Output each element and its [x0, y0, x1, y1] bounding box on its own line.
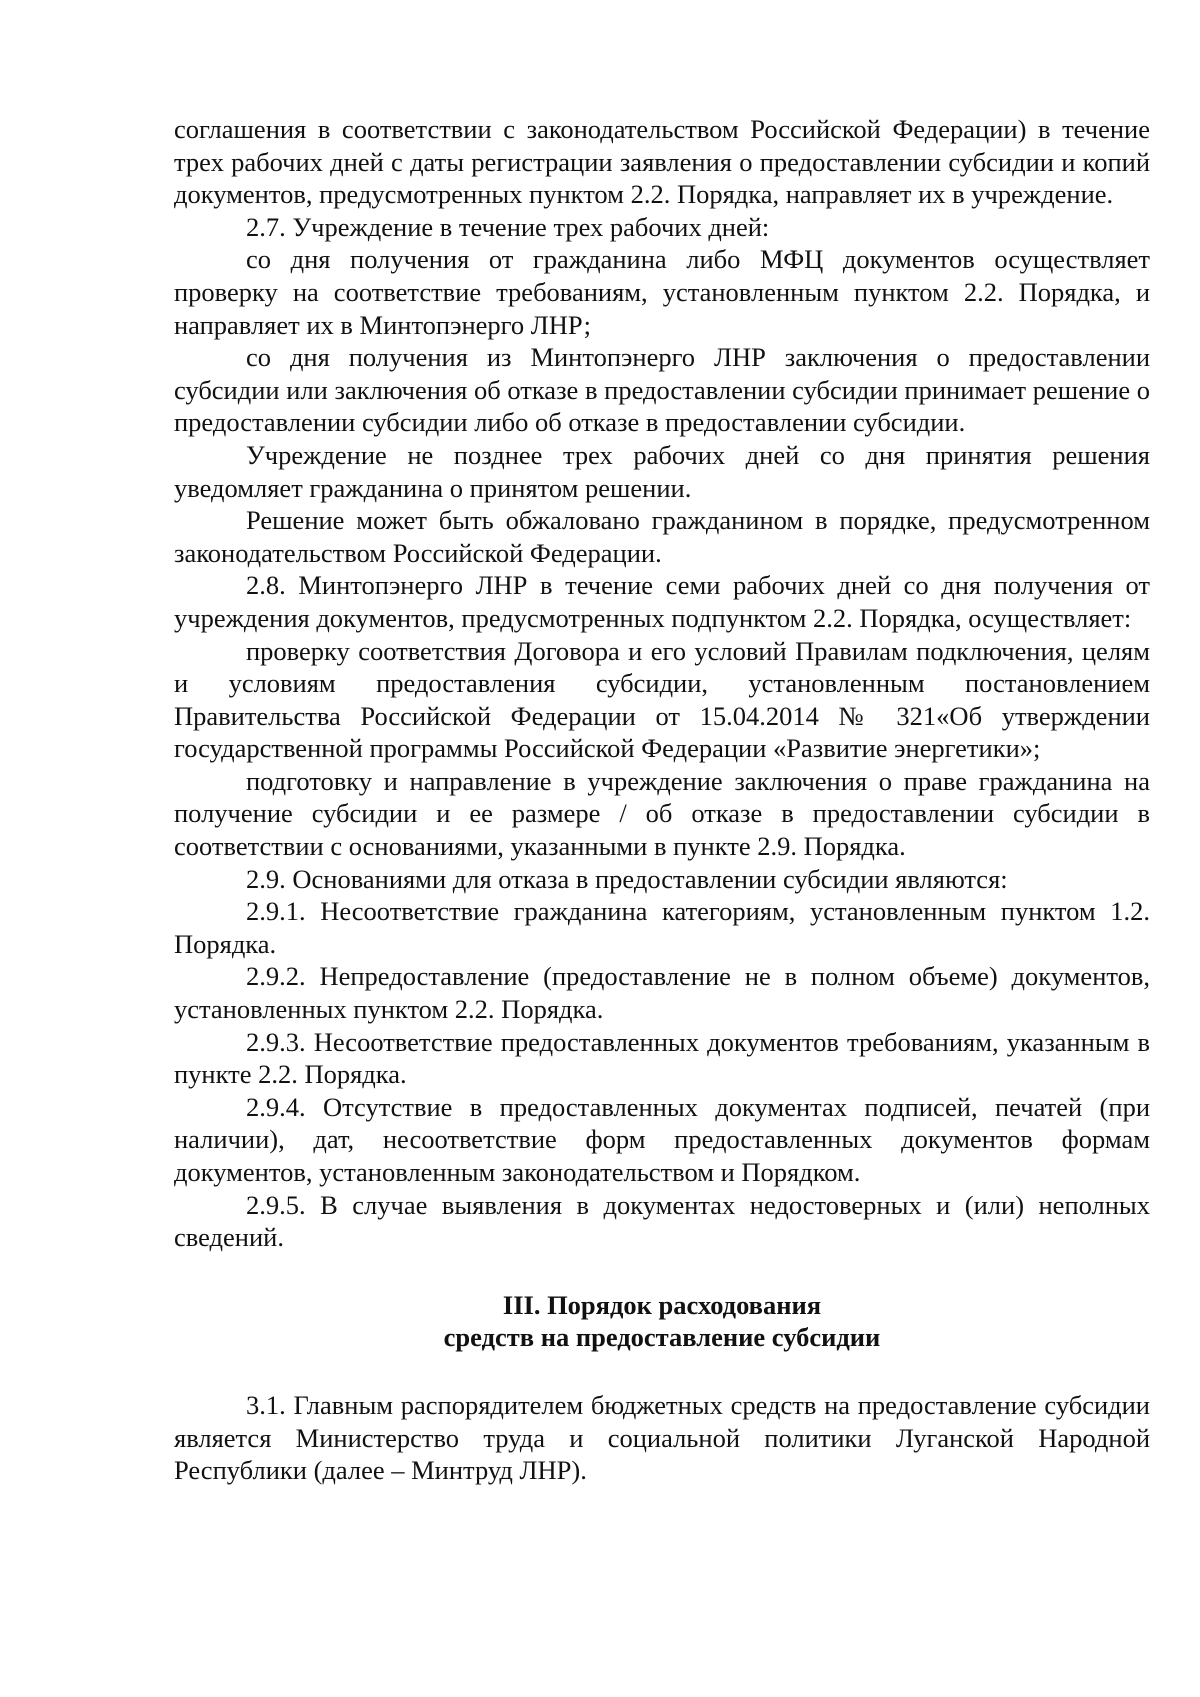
paragraph-2-7-item-2: со дня получения из Минтопэнерго ЛНР заключения о предоставлении субсидии или заключения об отказе в предоставлении субсидии принимает решение о предоставлении субсидии либо об отказе в предоставлении субсидии.: [174, 342, 1150, 438]
paragraph-appeal: Решение может быть обжаловано гражданином в порядке, предусмотренном законодательством Российской Федерации.: [174, 505, 1150, 568]
paragraph-2-8-item-1: проверку соответствия Договора и его условий Правилам подключения, целям и условиям предоставления субсидии, установленным постановлением Правительства Российской Федерации от 15.04.2014 № 321«Об утверждении государственной программы Российской Федерации «Развитие энергетики»;: [174, 635, 1150, 764]
paragraph-3-1: 3.1. Главным распорядителем бюджетных средств на предоставление субсидии является Министерство труда и социальной политики Луганской Народной Республики (далее – Минтруд ЛНР).: [174, 1389, 1150, 1486]
paragraph-2-8: 2.8. Минтопэнерго ЛНР в течение семи рабочих дней со дня получения от учреждения документов, предусмотренных подпунктом 2.2. Порядка, осуществляет:: [174, 570, 1150, 633]
paragraph-2-9-5: 2.9.5. В случае выявления в документах недостоверных и (или) неполных сведений.: [174, 1189, 1150, 1253]
paragraph-2-9-1: 2.9.1. Несоответствие гражданина категориям, установленным пунктом 1.2. Порядка.: [174, 896, 1150, 959]
section-heading-line-1: III. Порядок расходования: [502, 1289, 822, 1320]
section-heading: [174, 1289, 1150, 1354]
paragraph-2-9-4: 2.9.4. Отсутствие в предоставленных документах подписей, печатей (при наличии), дат, несоответствие форм предоставленных документов формам документов, установленным законодательством и Порядком.: [174, 1091, 1150, 1187]
paragraph-2-7: 2.7. Учреждение в течение трех рабочих дней:: [246, 211, 770, 242]
paragraph-2-7-item-1: со дня получения от гражданина либо МФЦ документов осуществляет проверку на соответствие требованиям, установленным пунктом 2.2. Порядка, и направляет их в Минтопэнерго ЛНР;: [174, 244, 1150, 340]
paragraph-2-9-2: 2.9.2. Непредоставление (предоставление не в полном объеме) документов, установленных пунктом 2.2. Порядка.: [174, 961, 1150, 1025]
section-heading-line-2: средств на предоставление субсидии: [443, 1322, 881, 1353]
paragraph-2-8-item-2: подготовку и направление в учреждение заключения о праве гражданина на получение субсидии и ее размере / об отказе в предоставлении субсидии в соответствии с основаниями, указанными в пункте 2.9. Порядка.: [174, 765, 1150, 862]
paragraph-continuation: соглашения в соответствии с законодательством Российской Федерации) в течение трех рабочих дней с даты регистрации заявления о предоставлении субсидии и копий документов, предусмотренных пунктом 2.2. Порядка, направляет их в учреждение.: [174, 114, 1150, 210]
paragraph-2-9-3: 2.9.3. Несоответствие предоставленных документов требованиям, указанным в пункте 2.2. Порядка.: [174, 1026, 1150, 1090]
document-body: [174, 113, 1150, 1487]
paragraph-notification: Учреждение не позднее трех рабочих дней со дня принятия решения уведомляет гражданина о принятом решении.: [174, 439, 1150, 503]
paragraph-2-9: 2.9. Основаниями для отказа в предоставлении субсидии являются:: [246, 863, 1008, 894]
